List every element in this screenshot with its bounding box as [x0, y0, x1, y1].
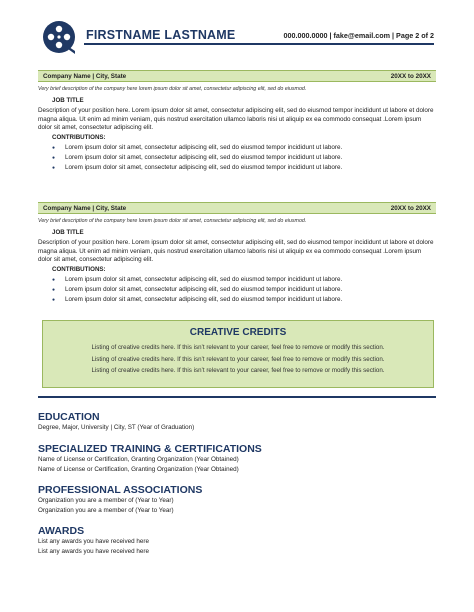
section-title: PROFESSIONAL ASSOCIATIONS	[38, 484, 203, 496]
job-title: JOB TITLE	[52, 97, 84, 104]
credit-line: Listing of creative credits here. If this isn’t relevant to your career, feel free to remove or modify this section.	[91, 355, 385, 363]
section-title: SPECIALIZED TRAINING & CERTIFICATIONS	[38, 443, 262, 455]
job-description: Description of your position here. Lorem ipsum dolor sit amet, consectetur adipiscing elit, sed do eiusmod tempor incididunt ut labore et dolore magna aliqua. Ut enim ad minim veniam, quis nostrud exercitation ullamco laboris nisi ut aliquip ex ea commodo consequat .Lorem ipsum dolor sit amet, consectetur adipiscing elit.	[38, 239, 434, 264]
film-reel-icon	[42, 20, 76, 54]
section-line: Organization you are a member of (Year to Year)	[38, 506, 174, 514]
contributions-list	[52, 143, 436, 173]
section-line: List any awards you have received here	[38, 547, 149, 555]
training-section	[38, 443, 436, 474]
section-line: Name of License or Certification, Granting Organization (Year Obtained)	[38, 465, 239, 473]
associations-section	[38, 484, 436, 515]
header-divider	[84, 43, 434, 45]
section-line: Name of License or Certification, Granting Organization (Year Obtained)	[38, 456, 239, 463]
list-item: ● Lorem ipsum dolor sit amet, consectetur adipiscing elit, sed do eiusmod tempor incididunt ut labore.	[52, 143, 436, 153]
job-entry	[38, 202, 436, 305]
list-item: ● Lorem ipsum dolor sit amet, consectetur adipiscing elit, sed do eiusmod tempor incididunt ut labore.	[52, 295, 436, 305]
section-line: List any awards you have received here	[38, 538, 149, 545]
job-dates: 20XX to 20XX	[390, 72, 431, 80]
list-item: ● Lorem ipsum dolor sit amet, consectetur adipiscing elit, sed do eiusmod tempor incididunt ut labore.	[52, 163, 436, 173]
company-description: Very brief description of the company here lorem ipsum dolor sit amet, consectetur adipiscing elit, sed do eiusmod.	[38, 218, 307, 224]
job-entry	[38, 70, 436, 173]
company-name: Company Name | City, State	[43, 204, 127, 212]
section-title: AWARDS	[38, 525, 85, 537]
education-section	[38, 411, 436, 433]
company-bar	[38, 202, 436, 214]
company-bar	[38, 70, 436, 82]
section-title: EDUCATION	[38, 411, 100, 423]
contact-info: 000.000.0000 | fake@email.com | Page 2 of 2	[283, 31, 434, 40]
list-item: ● Lorem ipsum dolor sit amet, consectetur adipiscing elit, sed do eiusmod tempor incididunt ut labore.	[52, 275, 436, 285]
contributions-label: CONTRIBUTIONS:	[52, 134, 106, 142]
awards-section	[38, 525, 436, 556]
creative-credits-title: CREATIVE CREDITS	[189, 327, 287, 338]
contributions-list	[52, 275, 436, 305]
contributions-label: CONTRIBUTIONS:	[52, 266, 106, 274]
job-dates: 20XX to 20XX	[390, 204, 431, 212]
candidate-name: FIRSTNAME LASTNAME	[86, 28, 236, 42]
credit-line: Listing of creative credits here. If this isn’t relevant to your career, feel free to remove or modify this section.	[91, 367, 385, 374]
job-title: JOB TITLE	[52, 229, 84, 236]
company-name: Company Name | City, State	[43, 72, 127, 80]
company-description: Very brief description of the company here lorem ipsum dolor sit amet, consectetur adipiscing elit, sed do eiusmod.	[38, 86, 307, 92]
credit-line: Listing of creative credits here. If this isn’t relevant to your career, feel free to remove or modify this section.	[91, 344, 385, 351]
section-line: Organization you are a member of (Year to Year)	[38, 497, 174, 504]
creative-credits-box	[42, 320, 434, 388]
list-item: ● Lorem ipsum dolor sit amet, consectetur adipiscing elit, sed do eiusmod tempor incididunt ut labore.	[52, 153, 436, 163]
section-line: Degree, Major, University | City, ST (Year of Graduation)	[38, 424, 195, 431]
job-description: Description of your position here. Lorem ipsum dolor sit amet, consectetur adipiscing elit, sed do eiusmod tempor incididunt ut labore et dolore magna aliqua. Ut enim ad minim veniam, quis nostrud exercitation ullamco laboris nisi ut aliquip ex ea commodo consequat .Lorem ipsum dolor sit amet, consectetur adipiscing elit.	[38, 107, 434, 132]
section-divider	[38, 396, 436, 398]
list-item: ● Lorem ipsum dolor sit amet, consectetur adipiscing elit, sed do eiusmod tempor incididunt ut labore.	[52, 285, 436, 295]
